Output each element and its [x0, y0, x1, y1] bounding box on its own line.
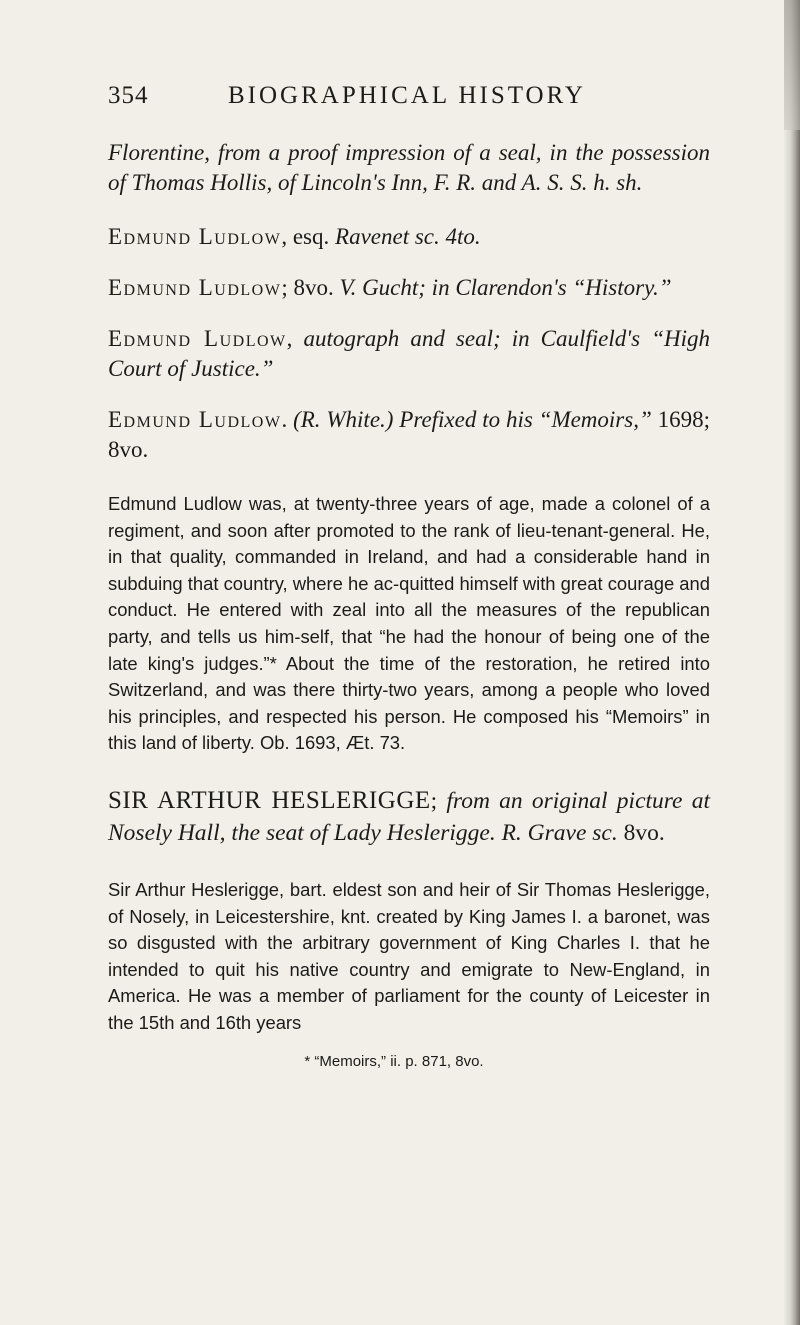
- portrait-entry-ludlow-gucht: [108, 273, 710, 303]
- page-edge-top-shadow: [784, 0, 800, 130]
- entry-name: Edmund Ludlow: [108, 326, 287, 351]
- portrait-entry-florentine: [108, 138, 710, 198]
- heslerigge-description: from an original picture at Nosely Hall, the seat of Lady Heslerigge. R. Grave sc.: [108, 787, 710, 846]
- entry-italic: (R. White.) Prefixed to his “Memoirs,”: [293, 407, 652, 432]
- entry-italic: V. Gucht; in Clarendon's “History.”: [339, 275, 672, 300]
- heslerigge-format: 8vo.: [617, 819, 665, 846]
- entry-name: Edmund Ludlow: [108, 407, 282, 432]
- heslerigge-heading: [108, 785, 710, 849]
- entry-after: 1698; 8vo.: [108, 407, 711, 462]
- entry-name: Edmund Ludlow: [108, 224, 282, 249]
- entry-name: Edmund Ludlow: [108, 275, 282, 300]
- portrait-entry-ludlow-ravenet: [108, 222, 710, 252]
- running-title: BIOGRAPHICAL HISTORY: [228, 82, 586, 109]
- page-header: [108, 82, 748, 118]
- ludlow-biography: Edmund Ludlow was, at twenty-three years of age, made a colonel of a regiment, and soon after promoted to the rank of lieu-tenant-general. He, in that quality, commanded in Ireland, and had a considerable hand in subduing that country, where he ac-quitted himself with great courage and conduct. He entered with zeal into all the measures of the republican party, and tells us him-self, that “he had the honour of being one of the late king's judges.”* About the time of the restoration, he retired into Switzerland, and was there thirty-two years, among a people who loved his principles, and respected his person. He composed his “Memoirs” in this land of liberty. Ob. 1693, Æt. 73.: [108, 493, 710, 754]
- heslerigge-biography: Sir Arthur Heslerigge, bart. eldest son and heir of Sir Thomas Heslerigge, of Nosely, in Leicestershire, knt. created by King James I. a baronet, was so disgusted with the arbitrary government of King Charles I. that he intended to quit his native country and emigrate to New-England, in America. He was a member of parliament for the county of Leicester in the 15th and 16th years: [108, 878, 710, 1033]
- portrait-entry-ludlow-white: [108, 405, 710, 465]
- heslerigge-name: SIR ARTHUR HESLERIGGE: [108, 786, 431, 814]
- footnote: * “Memoirs,” ii. p. 871, 8vo.: [304, 1052, 484, 1070]
- entry-italic: autograph and seal; in Caulfield's “High Court of Justice.”: [108, 326, 710, 381]
- entry-plain: ,: [286, 326, 304, 351]
- page-number: 354: [108, 82, 149, 109]
- entry-italic: Ravenet sc. 4to.: [335, 224, 481, 249]
- portrait-entry-ludlow-caulfield: [108, 324, 710, 384]
- entry-plain: , esq.: [281, 224, 336, 249]
- heslerigge-separator: ;: [430, 787, 447, 814]
- entry-plain: ; 8vo.: [281, 275, 340, 300]
- page-body: [108, 138, 710, 1070]
- entry-plain: .: [281, 407, 294, 432]
- entry-text: Florentine, from a proof impression of a seal, in the possession of Thomas Hollis, of Lincoln's Inn, F. R. and A. S. S. h. sh.: [108, 140, 710, 195]
- page-edge-shadow: [784, 0, 800, 1325]
